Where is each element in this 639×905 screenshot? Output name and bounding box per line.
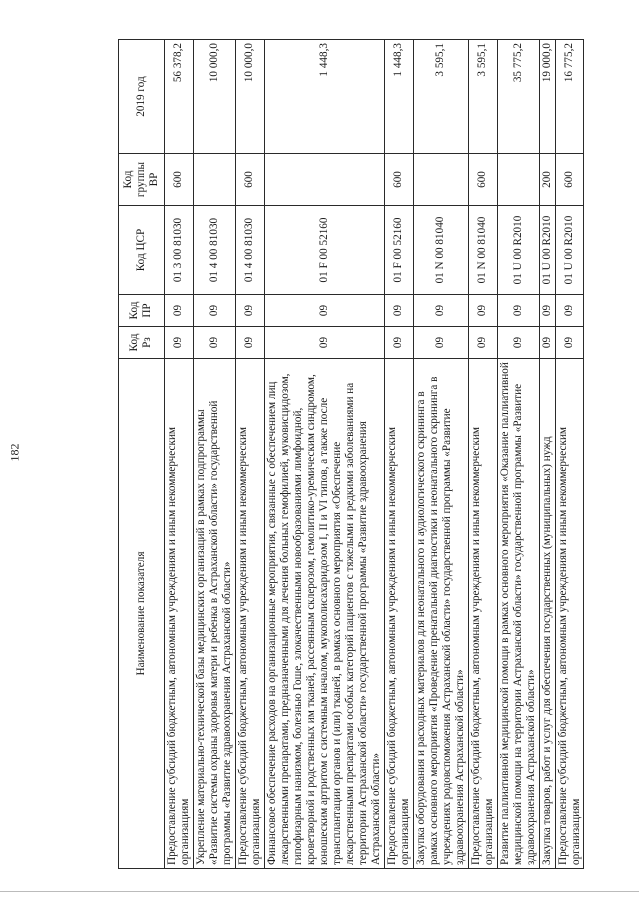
row-csr: 01 F 00 52160	[264, 206, 384, 295]
row-pr: 09	[235, 295, 264, 327]
row-amount: 3 595,1	[413, 40, 468, 154]
row-pr: 09	[555, 295, 584, 327]
row-vr: 600	[164, 154, 193, 206]
page-bottom-rule	[0, 891, 639, 892]
row-pr: 09	[413, 295, 468, 327]
row-amount: 10 000,0	[193, 40, 235, 154]
table-row	[468, 40, 497, 869]
row-name: Развитие паллиативной медицинской помощи в рамках основного мероприятия «Оказание паллиативной медицинской помощи на территории Астраханской области» государственной программы «Развитие здравоохранения Астраханской области»	[497, 359, 539, 869]
table-row	[235, 40, 264, 869]
row-vr	[497, 154, 539, 206]
row-name: Финансовое обеспечение расходов на организационные мероприятия, связанные с обеспечением лиц лекарственными препаратами, предназначенными для лечения больных гемофилией, муковисцидозом, гипофизарным нанизмом, болезнью Гоше, злокачественными новообразованиями лимфоидной, кроветворной и родственных им тканей, рассеянным склерозом, гемолитико-уремическим синдромом, юношеским артритом с системным началом, мукополисахаридозом I, II и VI типов, а также после трансплантации органов и (или) тканей, в рамках основного мероприятия «Обеспечение лекарственными препаратами особых категорий пациентов с тяжелыми и редкими заболеваниями на территории Астраханской области» государственной программы «Развитие здравоохранения Астраханской области»	[264, 359, 384, 869]
row-csr: 01 N 00 81040	[413, 206, 468, 295]
row-rz: 09	[235, 327, 264, 359]
budget-table	[118, 39, 584, 869]
row-vr: 600	[468, 154, 497, 206]
table-row	[193, 40, 235, 869]
row-csr: 01 U 00 R2010	[555, 206, 584, 295]
row-rz: 09	[264, 327, 384, 359]
row-csr: 01 U 00 R2010	[497, 206, 539, 295]
row-amount: 10 000,0	[235, 40, 264, 154]
row-name: Закупка товаров, работ и услуг для обеспечения государственных (муниципальных) нужд	[539, 359, 555, 869]
row-pr: 09	[193, 295, 235, 327]
row-name: Предоставление субсидий бюджетным, автономным учреждениям и иным некоммерческим организациям	[555, 359, 584, 869]
row-amount: 3 595,1	[468, 40, 497, 154]
table-row	[413, 40, 468, 869]
row-vr: 200	[539, 154, 555, 206]
row-pr: 09	[468, 295, 497, 327]
table-row	[539, 40, 555, 869]
row-csr: 01 F 00 52160	[384, 206, 413, 295]
table-row	[497, 40, 539, 869]
row-amount: 1 448,3	[384, 40, 413, 154]
header-rz: Код Рз	[119, 327, 165, 359]
header-year: 2019 год	[119, 40, 165, 154]
page-number-text: 182	[7, 443, 22, 461]
row-vr: 600	[555, 154, 584, 206]
row-csr: 01 3 00 81030	[164, 206, 193, 295]
table-row	[384, 40, 413, 869]
table-row	[264, 40, 384, 869]
row-amount: 1 448,3	[264, 40, 384, 154]
row-rz: 09	[413, 327, 468, 359]
row-amount: 16 775,2	[555, 40, 584, 154]
row-rz: 09	[164, 327, 193, 359]
row-pr: 09	[497, 295, 539, 327]
row-csr: 01 N 00 81040	[468, 206, 497, 295]
row-vr	[193, 154, 235, 206]
table-row	[555, 40, 584, 869]
row-csr: 01 4 00 81030	[235, 206, 264, 295]
row-rz: 09	[468, 327, 497, 359]
page-number	[0, 430, 30, 474]
row-rz: 09	[555, 327, 584, 359]
row-pr: 09	[539, 295, 555, 327]
row-pr: 09	[384, 295, 413, 327]
row-csr: 01 4 00 81030	[193, 206, 235, 295]
table-header-row	[119, 40, 165, 869]
row-vr	[264, 154, 384, 206]
header-vr: Код группы ВР	[119, 154, 165, 206]
row-rz: 09	[193, 327, 235, 359]
table-row	[164, 40, 193, 869]
row-name: Предоставление субсидий бюджетным, автономным учреждениям и иным некоммерческим организациям	[384, 359, 413, 869]
header-csr: Код ЦСР	[119, 206, 165, 295]
rotated-table-container	[118, 40, 584, 869]
row-vr: 600	[235, 154, 264, 206]
row-vr	[413, 154, 468, 206]
row-rz: 09	[539, 327, 555, 359]
row-rz: 09	[384, 327, 413, 359]
row-name: Укрепление материально-технической базы медицинских организаций в рамках подпрограммы «Развитие системы охраны здоровья матери и ребенка в Астраханской области» государственной программы «Развитие здравоохранения Астраханской области»	[193, 359, 235, 869]
row-name: Закупка оборудования и расходных материалов для неонатального и аудиологического скрининга в рамках основного мероприятия «Проведение пренатальной диагностики и неонатального скрининга в учреждениях родовспоможения Астраханской области» государственной программы «Развитие здравоохранения Астраханской области»	[413, 359, 468, 869]
row-pr: 09	[164, 295, 193, 327]
header-pr: Код ПР	[119, 295, 165, 327]
row-amount: 56 378,2	[164, 40, 193, 154]
row-name: Предоставление субсидий бюджетным, автономным учреждениям и иным некоммерческим организациям	[235, 359, 264, 869]
row-name: Предоставление субсидий бюджетным, автономным учреждениям и иным некоммерческим организациям	[468, 359, 497, 869]
row-amount: 19 000,0	[539, 40, 555, 154]
row-rz: 09	[497, 327, 539, 359]
row-vr: 600	[384, 154, 413, 206]
row-pr: 09	[264, 295, 384, 327]
row-name: Предоставление субсидий бюджетным, автономным учреждениям и иным некоммерческим организациям	[164, 359, 193, 869]
row-amount: 35 775,2	[497, 40, 539, 154]
row-csr: 01 U 00 R2010	[539, 206, 555, 295]
header-name: Наименование показателя	[119, 359, 165, 869]
